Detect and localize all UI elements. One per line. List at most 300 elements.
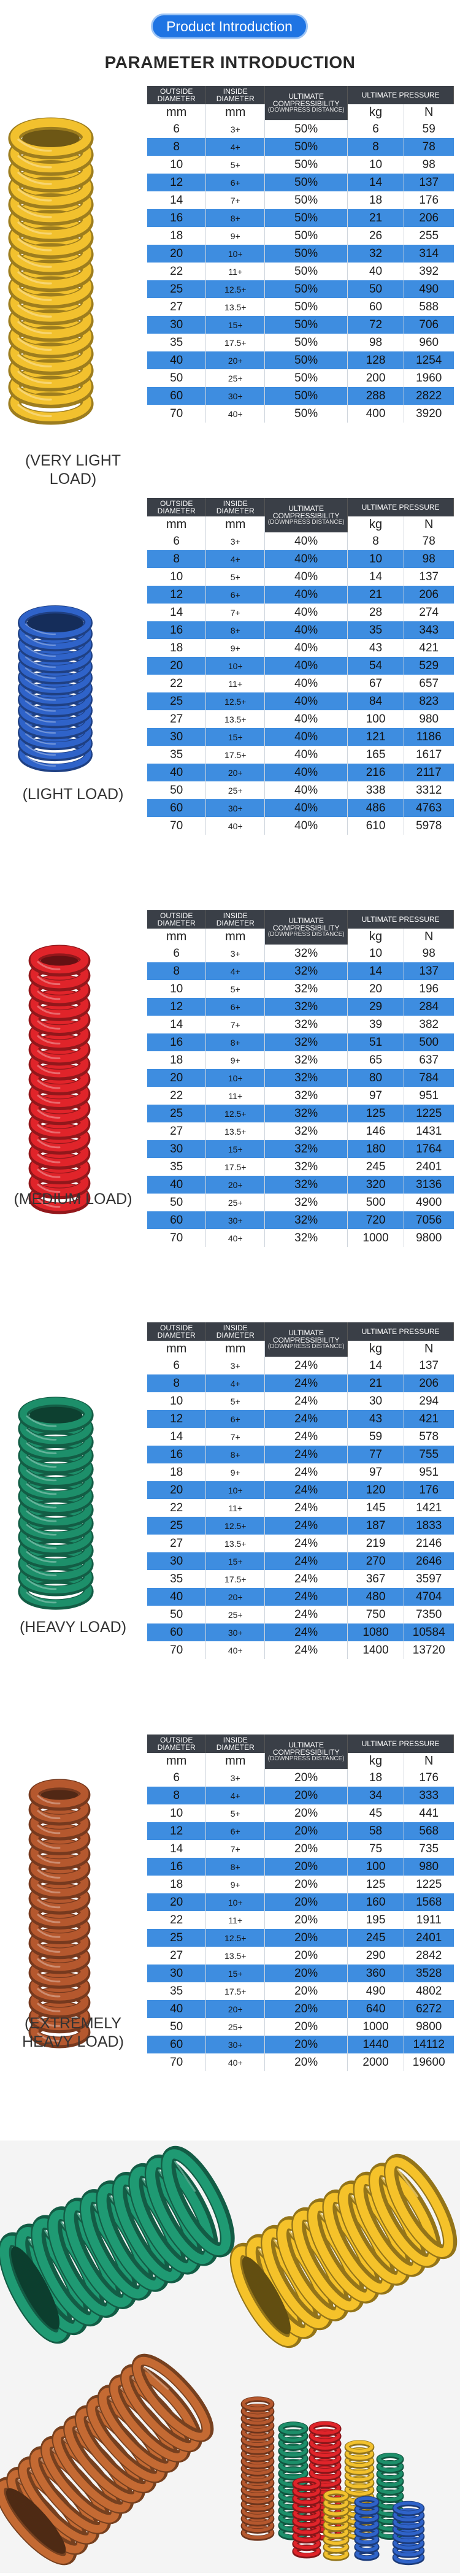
kg-cell: 400 — [348, 405, 404, 423]
table-row — [147, 1769, 454, 1787]
inside-diameter-cell: 13.5+ — [206, 710, 265, 728]
outside-diameter-cell: 14 — [147, 191, 206, 209]
inside-diameter-cell: 17.5+ — [206, 334, 265, 351]
kg-cell: 29 — [348, 998, 404, 1016]
inside-diameter-cell: 4+ — [206, 550, 265, 568]
inside-diameter-cell: 30+ — [206, 1211, 265, 1229]
outside-diameter-cell: 8 — [147, 1374, 206, 1392]
compressibility-cell: 20% — [265, 1947, 348, 1965]
newton-cell: 274 — [404, 604, 453, 621]
unit-mm-outside: mm — [147, 1753, 206, 1769]
newton-cell: 9800 — [404, 1229, 453, 1247]
outside-diameter-cell: 20 — [147, 1069, 206, 1087]
outside-diameter-cell: 30 — [147, 1140, 206, 1158]
table-row — [147, 764, 454, 781]
downpress-distance-subtitle: (DOWNPRESS DISTANCE) — [267, 1343, 345, 1350]
compressibility-cell: 20% — [265, 1769, 348, 1787]
newton-cell: 98 — [404, 945, 453, 962]
table-row — [147, 1016, 454, 1033]
kg-cell: 35 — [348, 621, 404, 639]
header-row — [147, 1322, 454, 1341]
inside-diameter-cell: 12.5+ — [206, 1105, 265, 1122]
unit-mm-outside: mm — [147, 929, 206, 945]
outside-diameter-cell: 12 — [147, 1410, 206, 1428]
inside-diameter-cell: 11+ — [206, 675, 265, 692]
kg-cell: 187 — [348, 1517, 404, 1535]
table-row — [147, 945, 454, 962]
newton-cell: 59 — [404, 120, 453, 138]
kg-cell: 32 — [348, 245, 404, 263]
outside-diameter-cell: 14 — [147, 604, 206, 621]
unit-n: N — [404, 1341, 453, 1357]
newton-cell: 441 — [404, 1804, 453, 1822]
outside-diameter-cell: 40 — [147, 764, 206, 781]
newton-cell: 3597 — [404, 1570, 453, 1588]
newton-cell: 5978 — [404, 817, 453, 835]
compressibility-cell: 20% — [265, 2036, 348, 2053]
compressibility-cell: 40% — [265, 621, 348, 639]
kg-cell: 216 — [348, 764, 404, 781]
compressibility-cell: 24% — [265, 1499, 348, 1517]
compressibility-cell: 32% — [265, 998, 348, 1016]
kg-cell: 60 — [348, 298, 404, 316]
table-row — [147, 1211, 454, 1229]
compressibility-cell: 32% — [265, 1194, 348, 1211]
compressibility-cell: 24% — [265, 1410, 348, 1428]
inside-diameter-cell: 5+ — [206, 568, 265, 586]
inside-diameter-cell: 9+ — [206, 1051, 265, 1069]
outside-diameter-cell: 14 — [147, 1840, 206, 1858]
inside-diameter-cell: 9+ — [206, 1876, 265, 1893]
table-row — [147, 746, 454, 764]
inside-diameter-cell: 20+ — [206, 2000, 265, 2018]
compressibility-cell: 20% — [265, 1876, 348, 1893]
table-row — [147, 728, 454, 746]
newton-cell: 343 — [404, 621, 453, 639]
kg-cell: 75 — [348, 1840, 404, 1858]
table-row — [147, 1822, 454, 1840]
newton-cell: 4900 — [404, 1194, 453, 1211]
kg-cell: 34 — [348, 1787, 404, 1804]
outside-diameter-cell: 50 — [147, 369, 206, 387]
outside-diameter-cell: 50 — [147, 1606, 206, 1623]
outside-diameter-cell: 70 — [147, 405, 206, 423]
kg-cell: 1440 — [348, 2036, 404, 2053]
compressibility-cell: 20% — [265, 1965, 348, 1982]
table-row — [147, 1947, 454, 1965]
outside-diameter-cell: 12 — [147, 998, 206, 1016]
compressibility-cell: 50% — [265, 316, 348, 334]
inside-diameter-cell: 10+ — [206, 1069, 265, 1087]
downpress-distance-subtitle: (DOWNPRESS DISTANCE) — [267, 931, 345, 938]
table-row — [147, 1463, 454, 1481]
inside-diameter-cell: 4+ — [206, 1787, 265, 1804]
outside-diameter-cell: 20 — [147, 1481, 206, 1499]
kg-cell: 500 — [348, 1194, 404, 1211]
inside-diameter-cell: 15+ — [206, 1140, 265, 1158]
kg-cell: 128 — [348, 351, 404, 369]
kg-cell: 97 — [348, 1087, 404, 1105]
ultimate-compressibility-header — [265, 1735, 348, 1769]
table-row — [147, 263, 454, 280]
ultimate-pressure-header: ULTIMATE PRESSURE — [348, 1322, 454, 1341]
outside-diameter-cell: 10 — [147, 1392, 206, 1410]
kg-cell: 121 — [348, 728, 404, 746]
outside-diameter-cell: 16 — [147, 209, 206, 227]
table-row — [147, 1499, 454, 1517]
inside-diameter-cell: 9+ — [206, 1463, 265, 1481]
inside-diameter-cell: 3+ — [206, 945, 265, 962]
compressibility-cell: 32% — [265, 1229, 348, 1247]
inside-diameter-cell: 8+ — [206, 1033, 265, 1051]
compressibility-cell: 24% — [265, 1535, 348, 1552]
table-row — [147, 191, 454, 209]
compressibility-cell: 40% — [265, 764, 348, 781]
load-type-label: (HEAVY LOAD) — [19, 1619, 127, 1636]
compressibility-cell: 32% — [265, 1176, 348, 1194]
table-row — [147, 657, 454, 675]
outside-diameter-cell: 35 — [147, 746, 206, 764]
unit-mm-inside: mm — [206, 1341, 265, 1357]
kg-cell: 288 — [348, 387, 404, 405]
compressibility-cell: 40% — [265, 710, 348, 728]
spec-table — [147, 910, 454, 1247]
compressibility-cell: 40% — [265, 728, 348, 746]
load-type-label: (VERY LIGHT LOAD) — [25, 452, 121, 488]
header-row — [147, 1735, 454, 1753]
kg-cell: 26 — [348, 227, 404, 245]
compressibility-cell: 40% — [265, 532, 348, 550]
kg-cell: 84 — [348, 692, 404, 710]
newton-cell: 980 — [404, 710, 453, 728]
outside-diameter-cell: 30 — [147, 728, 206, 746]
newton-cell: 706 — [404, 316, 453, 334]
kg-cell: 18 — [348, 1769, 404, 1787]
inside-diameter-cell: 30+ — [206, 799, 265, 817]
inside-diameter-cell: 13.5+ — [206, 1947, 265, 1965]
outside-diameter-cell: 16 — [147, 1446, 206, 1463]
outside-diameter-header: OUTSIDE DIAMETER — [147, 1322, 206, 1341]
newton-cell: 137 — [404, 1357, 453, 1374]
kg-cell: 120 — [348, 1481, 404, 1499]
outside-diameter-cell: 60 — [147, 387, 206, 405]
kg-cell: 21 — [348, 1374, 404, 1392]
newton-cell: 1186 — [404, 728, 453, 746]
unit-mm-outside: mm — [147, 516, 206, 532]
kg-cell: 10 — [348, 945, 404, 962]
outside-diameter-cell: 12 — [147, 586, 206, 604]
compressibility-cell: 50% — [265, 369, 348, 387]
ultimate-compressibility-header — [265, 910, 348, 945]
outside-diameter-cell: 27 — [147, 1122, 206, 1140]
newton-cell: 1911 — [404, 1911, 453, 1929]
spring-illustration — [0, 1735, 146, 2139]
compressibility-cell: 24% — [265, 1588, 348, 1606]
newton-cell: 980 — [404, 1858, 453, 1876]
compressibility-cell: 32% — [265, 962, 348, 980]
kg-cell: 43 — [348, 639, 404, 657]
kg-cell: 490 — [348, 1982, 404, 2000]
table-row — [147, 156, 454, 174]
load-type-label: (MEDIUM LOAD) — [13, 1190, 132, 1208]
outside-diameter-cell: 70 — [147, 1641, 206, 1659]
inside-diameter-cell: 11+ — [206, 263, 265, 280]
compressibility-cell: 50% — [265, 209, 348, 227]
outside-diameter-cell: 6 — [147, 1769, 206, 1787]
compressibility-cell: 32% — [265, 980, 348, 998]
table-row — [147, 1176, 454, 1194]
newton-cell: 137 — [404, 962, 453, 980]
outside-diameter-cell: 60 — [147, 1623, 206, 1641]
outside-diameter-cell: 60 — [147, 1211, 206, 1229]
newton-cell: 4704 — [404, 1588, 453, 1606]
compressibility-cell: 40% — [265, 746, 348, 764]
product-photos-svg — [0, 2141, 460, 2573]
ultimate-pressure-header: ULTIMATE PRESSURE — [348, 498, 454, 516]
load-type-label: (LIGHT LOAD) — [22, 786, 124, 803]
outside-diameter-cell: 8 — [147, 1787, 206, 1804]
compressibility-cell: 20% — [265, 2053, 348, 2071]
table-row — [147, 604, 454, 621]
compressibility-cell: 24% — [265, 1623, 348, 1641]
table-row — [147, 1641, 454, 1659]
spring-illustration — [0, 498, 146, 903]
compressibility-cell: 40% — [265, 799, 348, 817]
inside-diameter-cell: 13.5+ — [206, 298, 265, 316]
kg-cell: 1000 — [348, 2018, 404, 2036]
inside-diameter-cell: 11+ — [206, 1499, 265, 1517]
outside-diameter-cell: 10 — [147, 980, 206, 998]
newton-cell: 1225 — [404, 1876, 453, 1893]
inside-diameter-cell: 8+ — [206, 1858, 265, 1876]
compressibility-cell: 40% — [265, 692, 348, 710]
outside-diameter-cell: 27 — [147, 710, 206, 728]
table-row — [147, 1965, 454, 1982]
compressibility-cell: 20% — [265, 1893, 348, 1911]
newton-cell: 568 — [404, 1822, 453, 1840]
outside-diameter-cell: 50 — [147, 2018, 206, 2036]
ultimate-compressibility-title: ULTIMATE COMPRESSIBILITY — [272, 92, 340, 108]
newton-cell: 2822 — [404, 387, 453, 405]
outside-diameter-cell: 22 — [147, 1087, 206, 1105]
outside-diameter-cell: 20 — [147, 245, 206, 263]
table-row — [147, 1929, 454, 1947]
outside-diameter-cell: 6 — [147, 1357, 206, 1374]
inside-diameter-cell: 12.5+ — [206, 1929, 265, 1947]
outside-diameter-cell: 6 — [147, 120, 206, 138]
table-row — [147, 817, 454, 835]
inside-diameter-cell: 7+ — [206, 1840, 265, 1858]
table-row — [147, 799, 454, 817]
compressibility-cell: 32% — [265, 1211, 348, 1229]
table-row — [147, 639, 454, 657]
outside-diameter-cell: 70 — [147, 1229, 206, 1247]
table-row — [147, 369, 454, 387]
newton-cell: 735 — [404, 1840, 453, 1858]
compressibility-cell: 20% — [265, 1787, 348, 1804]
kg-cell: 219 — [348, 1535, 404, 1552]
inside-diameter-cell: 4+ — [206, 138, 265, 156]
kg-cell: 10 — [348, 550, 404, 568]
outside-diameter-cell: 30 — [147, 316, 206, 334]
table-row — [147, 1410, 454, 1428]
compressibility-cell: 40% — [265, 781, 348, 799]
unit-kg: kg — [348, 1341, 404, 1357]
inside-diameter-header: INSIDE DIAMETER — [206, 910, 265, 929]
table-row — [147, 245, 454, 263]
newton-cell: 784 — [404, 1069, 453, 1087]
newton-cell: 1568 — [404, 1893, 453, 1911]
newton-cell: 137 — [404, 174, 453, 191]
kg-cell: 270 — [348, 1552, 404, 1570]
newton-cell: 1225 — [404, 1105, 453, 1122]
unit-kg: kg — [348, 104, 404, 120]
table-row — [147, 980, 454, 998]
inside-diameter-cell: 20+ — [206, 764, 265, 781]
newton-cell: 1764 — [404, 1140, 453, 1158]
table-row — [147, 1069, 454, 1087]
newton-cell: 176 — [404, 191, 453, 209]
newton-cell: 206 — [404, 586, 453, 604]
inside-diameter-cell: 25+ — [206, 1606, 265, 1623]
kg-cell: 125 — [348, 1105, 404, 1122]
table-row — [147, 1911, 454, 1929]
outside-diameter-header: OUTSIDE DIAMETER — [147, 498, 206, 516]
unit-mm-outside: mm — [147, 104, 206, 120]
newton-cell: 421 — [404, 639, 453, 657]
outside-diameter-cell: 25 — [147, 1105, 206, 1122]
newton-cell: 2842 — [404, 1947, 453, 1965]
kg-cell: 8 — [348, 138, 404, 156]
kg-cell: 39 — [348, 1016, 404, 1033]
newton-cell: 755 — [404, 1446, 453, 1463]
ultimate-compressibility-header — [265, 86, 348, 120]
table-row — [147, 1982, 454, 2000]
newton-cell: 7056 — [404, 1211, 453, 1229]
yellow-spring-icon — [0, 86, 146, 454]
newton-cell: 529 — [404, 657, 453, 675]
newton-cell: 1617 — [404, 746, 453, 764]
inside-diameter-cell: 15+ — [206, 1965, 265, 1982]
compressibility-cell: 24% — [265, 1552, 348, 1570]
compressibility-cell: 40% — [265, 568, 348, 586]
table-row — [147, 1606, 454, 1623]
inside-diameter-cell: 9+ — [206, 639, 265, 657]
compressibility-cell: 20% — [265, 1858, 348, 1876]
spec-section-4 — [0, 1322, 460, 1727]
compressibility-cell: 50% — [265, 227, 348, 245]
inside-diameter-cell: 12.5+ — [206, 1517, 265, 1535]
kg-cell: 1080 — [348, 1623, 404, 1641]
inside-diameter-header: INSIDE DIAMETER — [206, 1735, 265, 1753]
inside-diameter-cell: 30+ — [206, 2036, 265, 2053]
newton-cell: 2401 — [404, 1158, 453, 1176]
table-row — [147, 998, 454, 1016]
table-row — [147, 1122, 454, 1140]
newton-cell: 314 — [404, 245, 453, 263]
kg-cell: 18 — [348, 191, 404, 209]
outside-diameter-cell: 16 — [147, 1858, 206, 1876]
inside-diameter-cell: 5+ — [206, 1392, 265, 1410]
outside-diameter-cell: 40 — [147, 1176, 206, 1194]
kg-cell: 21 — [348, 209, 404, 227]
outside-diameter-cell: 20 — [147, 657, 206, 675]
newton-cell: 1960 — [404, 369, 453, 387]
kg-cell: 58 — [348, 1822, 404, 1840]
ultimate-compressibility-title: ULTIMATE COMPRESSIBILITY — [272, 916, 340, 932]
header-row — [147, 86, 454, 104]
outside-diameter-cell: 8 — [147, 138, 206, 156]
kg-cell: 1400 — [348, 1641, 404, 1659]
inside-diameter-cell: 40+ — [206, 817, 265, 835]
outside-diameter-cell: 22 — [147, 263, 206, 280]
kg-cell: 180 — [348, 1140, 404, 1158]
table-row — [147, 1481, 454, 1499]
inside-diameter-cell: 10+ — [206, 1481, 265, 1499]
kg-cell: 54 — [348, 657, 404, 675]
outside-diameter-cell: 10 — [147, 568, 206, 586]
outside-diameter-cell: 6 — [147, 532, 206, 550]
page-title: PARAMETER INTRODUCTION — [104, 53, 356, 72]
kg-cell: 165 — [348, 746, 404, 764]
newton-cell: 13720 — [404, 1641, 453, 1659]
inside-diameter-cell: 30+ — [206, 387, 265, 405]
table-row — [147, 1033, 454, 1051]
newton-cell: 578 — [404, 1428, 453, 1446]
inside-diameter-cell: 5+ — [206, 156, 265, 174]
kg-cell: 610 — [348, 817, 404, 835]
ultimate-pressure-header: ULTIMATE PRESSURE — [348, 1735, 454, 1753]
spec-section-2 — [0, 498, 460, 903]
table-row — [147, 550, 454, 568]
kg-cell: 320 — [348, 1176, 404, 1194]
newton-cell: 2117 — [404, 764, 453, 781]
kg-cell: 6 — [348, 120, 404, 138]
compressibility-cell: 40% — [265, 817, 348, 835]
inside-diameter-cell: 12.5+ — [206, 692, 265, 710]
inside-diameter-cell: 6+ — [206, 174, 265, 191]
table-row — [147, 227, 454, 245]
outside-diameter-cell: 27 — [147, 1535, 206, 1552]
table-row — [147, 1446, 454, 1463]
spring-illustration — [0, 910, 146, 1315]
outside-diameter-cell: 20 — [147, 1893, 206, 1911]
kg-cell: 160 — [348, 1893, 404, 1911]
compressibility-cell: 24% — [265, 1357, 348, 1374]
inside-diameter-cell: 17.5+ — [206, 1570, 265, 1588]
compressibility-cell: 40% — [265, 675, 348, 692]
spring-illustration — [0, 1322, 146, 1727]
kg-cell: 14 — [348, 962, 404, 980]
newton-cell: 284 — [404, 998, 453, 1016]
kg-cell: 486 — [348, 799, 404, 817]
newton-cell: 294 — [404, 1392, 453, 1410]
kg-cell: 51 — [348, 1033, 404, 1051]
outside-diameter-cell: 12 — [147, 1822, 206, 1840]
outside-diameter-cell: 8 — [147, 962, 206, 980]
inside-diameter-cell: 11+ — [206, 1911, 265, 1929]
spec-section-3 — [0, 910, 460, 1315]
kg-cell: 1000 — [348, 1229, 404, 1247]
table-row — [147, 1392, 454, 1410]
unit-kg: kg — [348, 516, 404, 532]
outside-diameter-cell: 10 — [147, 1804, 206, 1822]
newton-cell: 176 — [404, 1769, 453, 1787]
table-row — [147, 710, 454, 728]
table-row — [147, 1374, 454, 1392]
compressibility-cell: 50% — [265, 191, 348, 209]
kg-cell: 146 — [348, 1122, 404, 1140]
